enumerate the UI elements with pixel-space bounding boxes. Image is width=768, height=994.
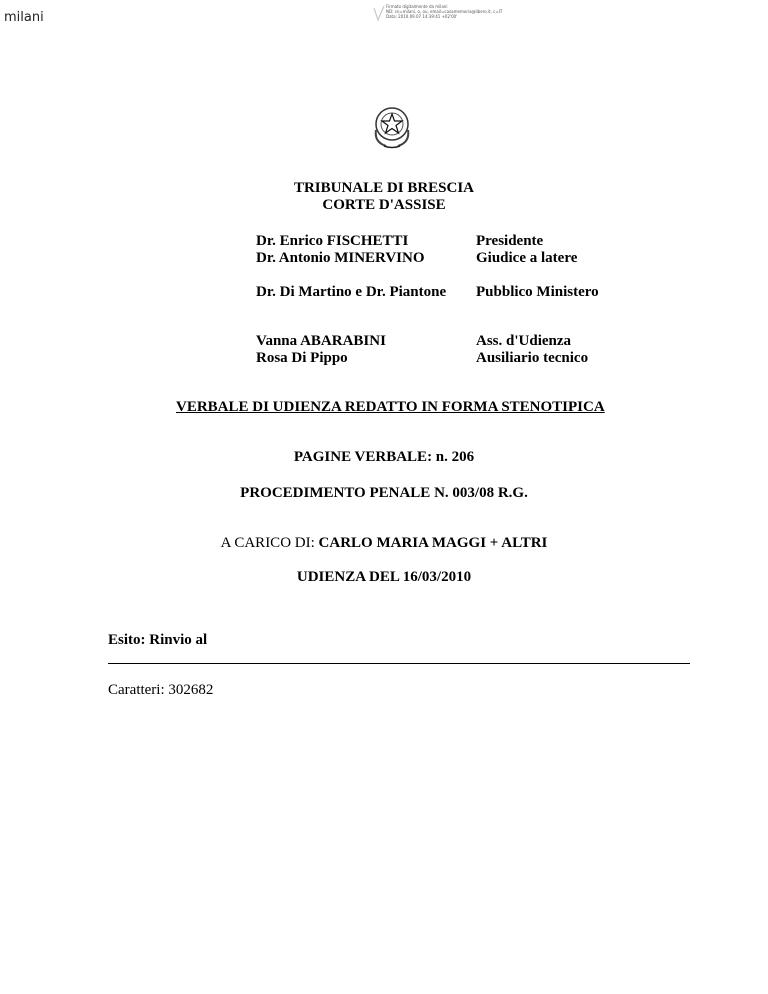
prosecutor-names: Dr. Di Martino e Dr. Piantone bbox=[256, 284, 447, 300]
signature-line: ND: cn=milani, o, ou, email=casamemoria@libero.it, c=IT bbox=[386, 9, 503, 14]
staff-role: Ass. d'Udienza bbox=[476, 333, 572, 349]
hearing-outcome: Esito: Rinvio al bbox=[108, 632, 208, 648]
staff-names bbox=[256, 333, 386, 367]
document-title: VERBALE DI UDIENZA REDATTO IN FORMA STENOTIPICA bbox=[176, 399, 605, 415]
staff-name: Vanna ABARABINI bbox=[256, 333, 386, 349]
signature-check-icon bbox=[372, 4, 386, 22]
judges-roles bbox=[476, 233, 577, 267]
judges-names bbox=[256, 233, 425, 267]
digital-signature-block bbox=[386, 4, 502, 19]
signature-line: Firmato digitalmente da milani bbox=[386, 4, 448, 9]
judge-name: Dr. Antonio MINERVINO bbox=[256, 250, 425, 266]
defendants-line bbox=[0, 535, 768, 552]
prosecutor-role: Pubblico Ministero bbox=[476, 284, 599, 300]
charge-prefix: A CARICO DI: bbox=[220, 535, 315, 551]
character-count: Caratteri: 302682 bbox=[108, 682, 214, 698]
court-name: TRIBUNALE DI BRESCIA bbox=[293, 180, 475, 196]
staff-role: Ausiliario tecnico bbox=[476, 350, 589, 366]
judge-name: Dr. Enrico FISCHETTI bbox=[256, 233, 409, 249]
staff-name: Rosa Di Pippo bbox=[256, 350, 348, 366]
judge-role: Giudice a latere bbox=[476, 250, 578, 266]
proceeding-number: PROCEDIMENTO PENALE N. 003/08 R.G. bbox=[240, 485, 528, 501]
defendant-names: CARLO MARIA MAGGI + ALTRI bbox=[318, 535, 548, 551]
page-count: PAGINE VERBALE: n. 206 bbox=[293, 449, 475, 465]
judge-role: Presidente bbox=[476, 233, 544, 249]
signature-line: Data: 2010.09.07 14:39:41 +02'00' bbox=[386, 14, 458, 19]
italian-republic-emblem bbox=[370, 102, 414, 150]
separator-rule bbox=[108, 663, 690, 664]
staff-roles bbox=[476, 333, 588, 367]
signer-name: milani bbox=[4, 10, 44, 25]
court-section: CORTE D'ASSISE bbox=[322, 197, 446, 213]
hearing-date: UDIENZA DEL 16/03/2010 bbox=[296, 569, 472, 585]
